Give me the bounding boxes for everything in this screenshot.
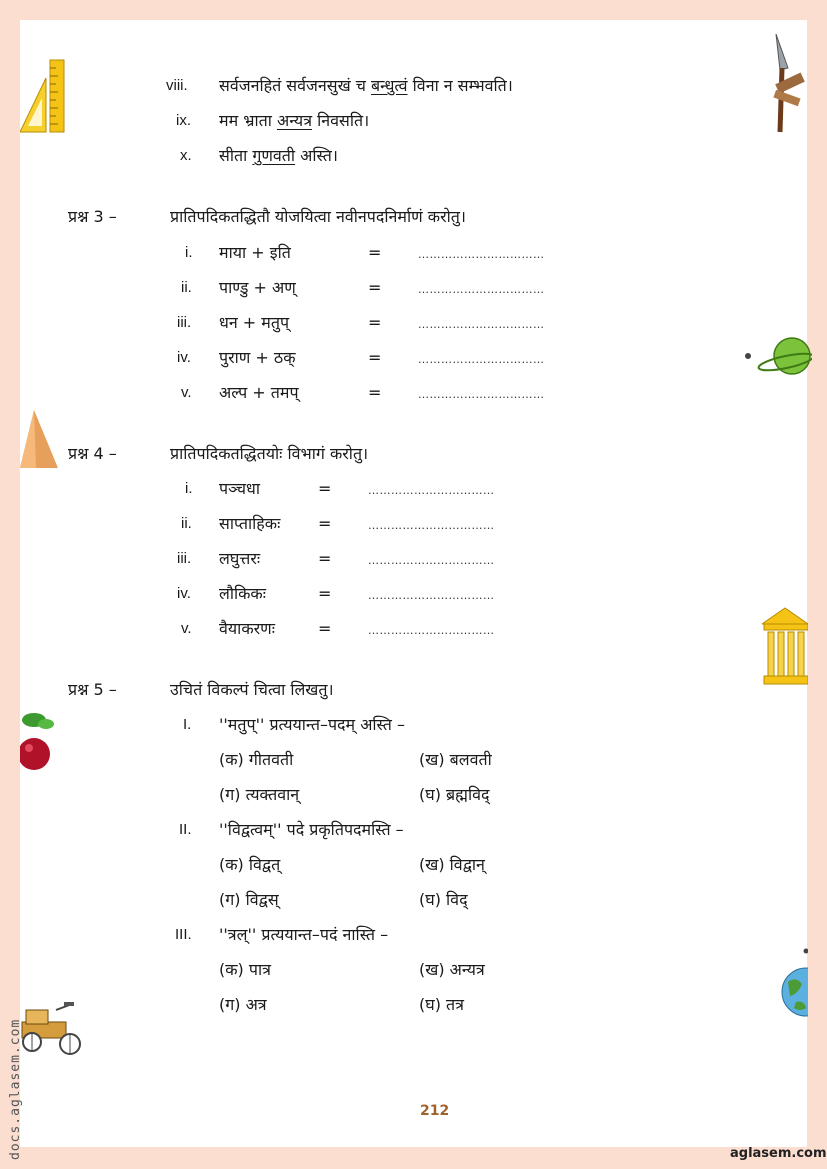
ruler-set-square-icon: [20, 58, 68, 136]
item-number: ii.: [181, 279, 192, 296]
item-number: ix.: [176, 112, 191, 129]
item-text: पञ्चधा: [219, 479, 261, 498]
answer-blank: ……………………………: [368, 484, 495, 497]
item-number: iv.: [177, 349, 191, 366]
answer-blank: ……………………………: [368, 624, 495, 637]
item-number: iv.: [177, 585, 191, 602]
question-title: प्रातिपदिकतद्धितौ योजयित्वा नवीनपदनिर्माणं करोतु।: [170, 207, 466, 226]
answer-blank: ……………………………: [368, 519, 495, 532]
item-text: सीता गुणवती अस्ति।: [219, 146, 338, 165]
equals-sign: =: [368, 383, 382, 402]
answer-blank: ……………………………: [418, 318, 545, 331]
answer-blank: ……………………………: [418, 283, 545, 296]
item-text: लघुत्तरः: [219, 549, 261, 568]
item-text: लौकिकः: [219, 584, 266, 603]
item-text: साप्ताहिकः: [219, 514, 281, 533]
equals-sign: =: [368, 313, 382, 332]
option-kha: (ख) बलवती: [419, 750, 492, 769]
item-text: अल्प + तमप्: [219, 383, 299, 402]
equals-sign: =: [318, 514, 332, 533]
answer-blank: ……………………………: [418, 353, 545, 366]
option-gha: (घ) विद्: [419, 890, 468, 909]
document-page: [20, 20, 807, 1147]
option-gha: (घ) तत्र: [419, 995, 464, 1014]
item-text: ''विद्वत्वम्'' पदे प्रकृतिपदमस्ति –: [219, 820, 404, 839]
item-text: पुराण + ठक्: [219, 348, 296, 367]
item-number: iii.: [177, 314, 192, 331]
brand-link[interactable]: aglasem.com: [730, 1146, 827, 1161]
equals-sign: =: [318, 619, 332, 638]
item-text: ''त्रल्'' प्रत्ययान्त–पदं नास्ति –: [219, 925, 389, 944]
option-kha: (ख) अन्यत्र: [419, 960, 485, 979]
fruit-icon: [20, 708, 56, 780]
item-text: मम भ्राता अन्यत्र निवसति।: [219, 111, 370, 130]
equals-sign: =: [318, 479, 332, 498]
answer-blank: ……………………………: [418, 388, 545, 401]
side-watermark: docs.aglasem.com: [8, 1018, 23, 1160]
temple-pillars-icon: [762, 606, 808, 686]
equals-sign: =: [318, 584, 332, 603]
item-number: viii.: [166, 77, 188, 94]
item-text: वैयाकरणः: [219, 619, 275, 638]
item-number: v.: [181, 620, 192, 637]
item-number: II.: [179, 821, 192, 838]
item-number: i.: [185, 480, 193, 497]
item-number: ii.: [181, 515, 192, 532]
item-text: सर्वजनहितं सर्वजनसुखं च बन्धुत्वं विना न सम्भवति।: [219, 76, 513, 95]
answer-blank: ……………………………: [368, 554, 495, 567]
equals-sign: =: [368, 278, 382, 297]
equals-sign: =: [368, 348, 382, 367]
item-text: ''मतुप्'' प्रत्ययान्त–पदम् अस्ति –: [219, 715, 405, 734]
pyramid-icon: [20, 408, 60, 470]
page-number: 212: [420, 1103, 450, 1119]
option-kha: (ख) विद्वान्: [419, 855, 485, 874]
item-number: iii.: [177, 550, 192, 567]
item-number: v.: [181, 384, 192, 401]
item-text: पाण्डु + अण्: [219, 278, 296, 297]
question-title: उचितं विकल्पं चित्वा लिखतु।: [170, 680, 334, 699]
option-ga: (ग) अत्र: [219, 995, 267, 1014]
vintage-car-icon: [20, 1000, 84, 1056]
option-ka: (क) गीतवती: [219, 750, 294, 769]
item-text: धन + मतुप्: [219, 313, 290, 332]
item-number: I.: [183, 716, 192, 733]
option-ka: (क) पात्र: [219, 960, 271, 979]
spear-tool-icon: [766, 32, 810, 136]
planet-icon: [742, 334, 812, 382]
option-gha: (घ) ब्रह्मविद्: [419, 785, 490, 804]
question-label: प्रश्न 4 –: [68, 444, 117, 463]
item-number: i.: [185, 244, 193, 261]
equals-sign: =: [368, 243, 382, 262]
option-ga: (ग) विद्वस्: [219, 890, 279, 909]
question-label: प्रश्न 5 –: [68, 680, 117, 699]
item-text: माया + इति: [219, 243, 291, 262]
question-label: प्रश्न 3 –: [68, 207, 117, 226]
item-number: III.: [175, 926, 192, 943]
equals-sign: =: [318, 549, 332, 568]
answer-blank: ……………………………: [368, 589, 495, 602]
item-number: x.: [180, 147, 192, 164]
option-ga: (ग) त्यक्तवान्: [219, 785, 300, 804]
question-title: प्रातिपदिकतद्धितयोः विभागं करोतु।: [170, 444, 369, 463]
option-ka: (क) विद्वत्: [219, 855, 281, 874]
answer-blank: ……………………………: [418, 248, 545, 261]
earth-globe-icon: [778, 948, 808, 1020]
